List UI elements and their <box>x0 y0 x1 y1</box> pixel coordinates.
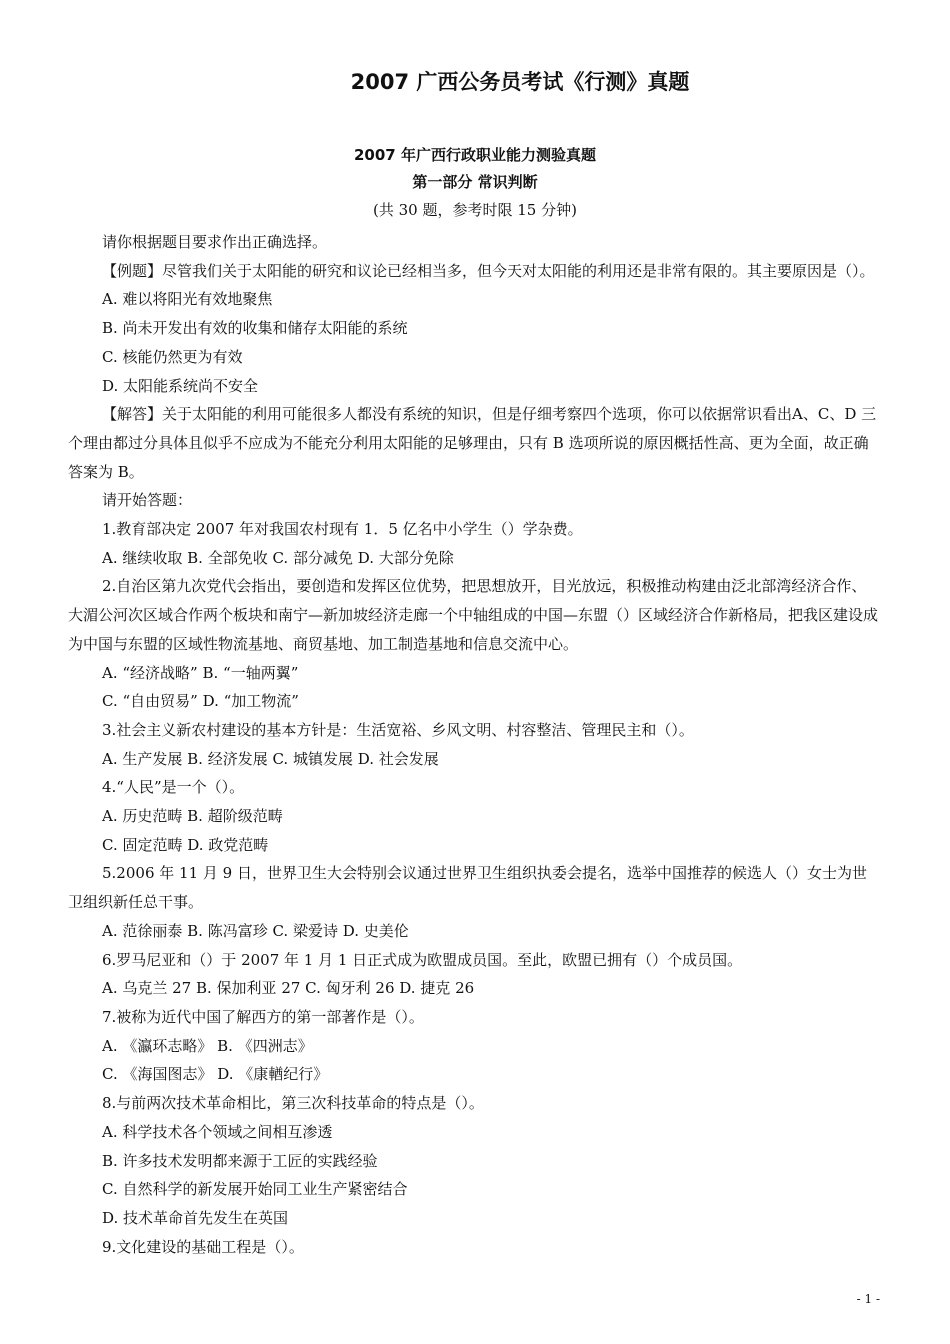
example-option: D. 太阳能系统尚不安全 <box>102 376 259 395</box>
question-4: 4.“人民”是一个（）。 <box>102 778 245 797</box>
question-8-options: D. 技术革命首先发生在英国 <box>102 1208 289 1227</box>
example-option: A. 难以将阳光有效地聚焦 <box>102 290 273 309</box>
question-2-options: C. “自由贸易” D. “加工物流” <box>102 692 299 711</box>
example-option: B. 尚未开发出有效的收集和储存太阳能的系统 <box>102 319 408 338</box>
page-number: - 1 - <box>856 1292 880 1306</box>
time-note: (共 30 题，参考时限 15 分钟) <box>373 201 577 219</box>
question-4-options: C. 固定范畴 D. 政党范畴 <box>102 835 269 854</box>
question-2: 2.自治区第九次党代会指出，要创造和发挥区位优势，把思想放开，目光放远，积极推动构建由泛北部湾经济合作、大湄公河次区域合作两个板块和南宁—新加坡经济走廊一个中轴组成的中国—东盟（）区域经济合作新格局，把我区建设成为中国与东盟的区域性物流基地、商贸基地、加工制造基地和信息交流中心。 <box>68 577 879 653</box>
page-title: 2007 广西公务员考试《行测》真题 <box>350 70 690 94</box>
exam-subtitle: 2007 年广西行政职业能力测验真题 <box>354 146 596 164</box>
question-8-options: B. 许多技术发明都来源于工匠的实践经验 <box>102 1151 378 1170</box>
question-7: 7.被称为近代中国了解西方的第一部著作是（）。 <box>102 1007 424 1026</box>
question-1: 1.教育部决定 2007 年对我国农村现有 1．5 亿名中小学生（）学杂费。 <box>102 520 583 539</box>
question-1-options: A. 继续收取 B. 全部免收 C. 部分减免 D. 大部分免除 <box>102 548 454 567</box>
question-7-options: C. 《海国图志》 D. 《康輶纪行》 <box>102 1065 329 1084</box>
part-heading: 第一部分 常识判断 <box>412 173 538 191</box>
question-6: 6.罗马尼亚和（）于 2007 年 1 月 1 日正式成为欧盟成员国。至此，欧盟已拥有（）个成员国。 <box>102 950 743 969</box>
question-2-options: A. “经济战略” B. “一轴两翼” <box>102 663 299 682</box>
question-4-options: A. 历史范畴 B. 超阶级范畴 <box>102 807 283 826</box>
question-5-options: A. 范徐丽泰 B. 陈冯富珍 C. 梁爱诗 D. 史美伦 <box>102 921 409 940</box>
question-8: 8.与前两次技术革命相比，第三次科技革命的特点是（）。 <box>102 1094 484 1113</box>
question-3-options: A. 生产发展 B. 经济发展 C. 城镇发展 D. 社会发展 <box>102 749 439 768</box>
example-option: C. 核能仍然更为有效 <box>102 347 243 366</box>
question-7-options: A. 《瀛环志略》 B. 《四洲志》 <box>102 1036 313 1055</box>
intro-text: 请你根据题目要求作出正确选择。 <box>102 233 328 251</box>
question-8-options: C. 自然科学的新发展开始同工业生产紧密结合 <box>102 1180 408 1199</box>
question-8-options: A. 科学技术各个领域之间相互渗透 <box>102 1122 333 1141</box>
example-question: 【例题】尽管我们关于太阳能的研究和议论已经相当多，但今天对太阳能的利用还是非常有限的。其主要原因是（）。 <box>102 261 875 280</box>
question-3: 3.社会主义新农村建设的基本方针是：生活宽裕、乡风文明、村容整洁、管理民主和（）。 <box>102 720 694 739</box>
question-body <box>68 228 880 1261</box>
question-6-options: A. 乌克兰 27 B. 保加利亚 27 C. 匈牙利 26 D. 捷克 26 <box>102 979 475 998</box>
example-answer: 【解答】关于太阳能的利用可能很多人都没有系统的知识，但是仔细考察四个选项，你可以依据常识看出A、C、D 三个理由都过分具体且似乎不应成为不能充分利用太阳能的足够理由，只有 B 选项所说的原因概括性高、更为全面，故正确答案为 B。 <box>68 405 877 481</box>
question-5: 5.2006 年 11 月 9 日，世界卫生大会特别会议通过世界卫生组织执委会提名，选举中国推荐的候选人（）女士为世卫组织新任总干事。 <box>68 864 867 912</box>
start-prompt: 请开始答题： <box>102 491 193 510</box>
question-9: 9.文化建设的基础工程是（）。 <box>102 1237 304 1256</box>
